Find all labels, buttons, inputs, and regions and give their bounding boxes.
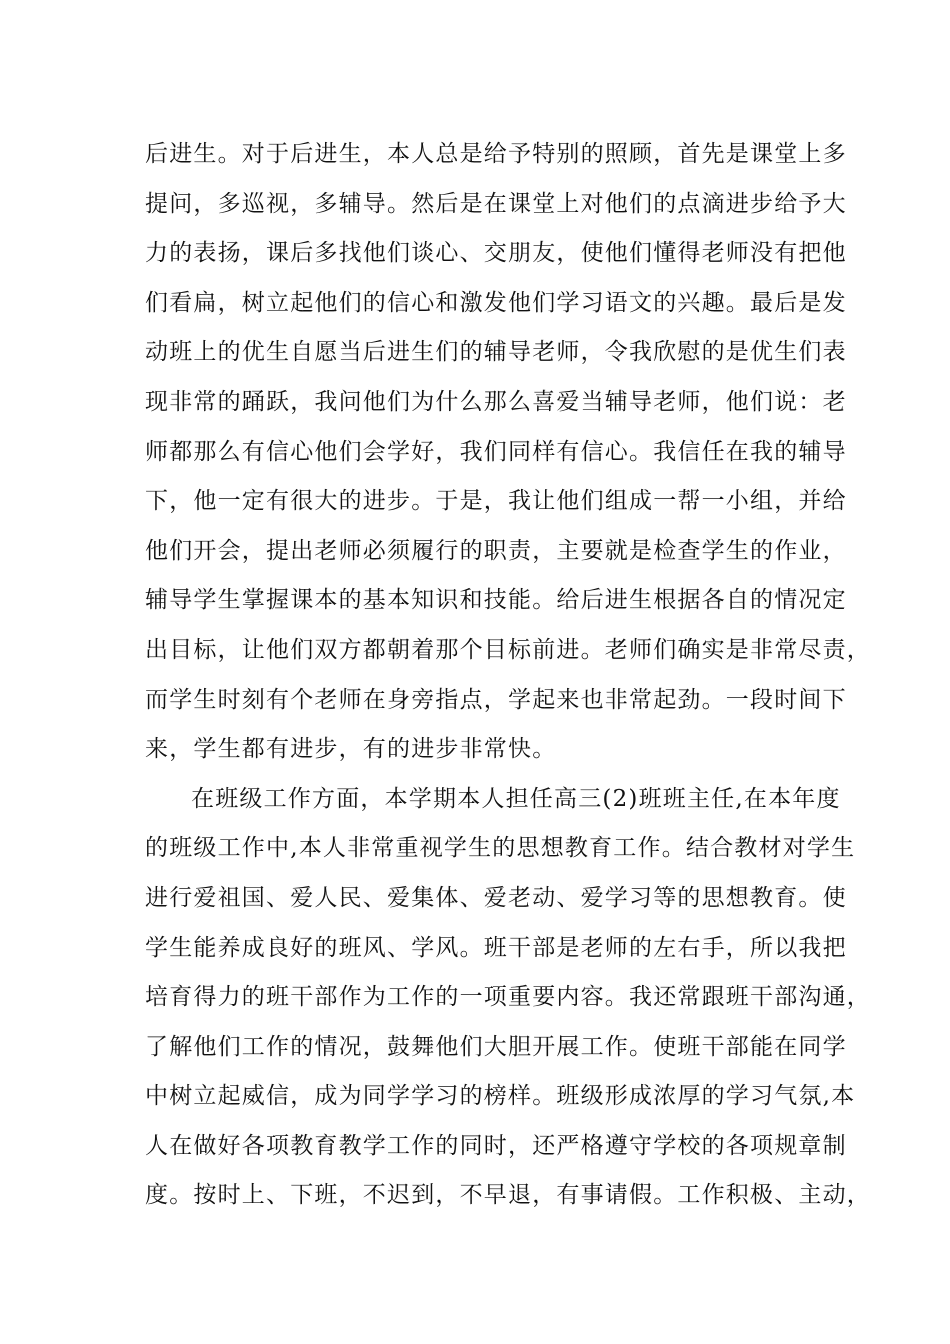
text-line: 培育得力的班干部作为工作的一项重要内容。我还常跟班干部沟通， <box>145 984 871 1011</box>
text-line: 而学生时刻有个老师在身旁指点，学起来也非常起劲。一段时间下 <box>145 686 847 713</box>
text-line: 师都那么有信心他们会学好，我们同样有信心。我信任在我的辅导 <box>145 438 847 465</box>
text-line: 现非常的踊跃，我问他们为什么那么喜爱当辅导老师，他们说：老 <box>145 388 847 415</box>
text-line: 下，他一定有很大的进步。于是，我让他们组成一帮一小组，并给 <box>145 488 847 515</box>
text-line: 出目标，让他们双方都朝着那个目标前进。老师们确实是非常尽责， <box>145 636 871 663</box>
text-line: 学生能养成良好的班风、学风。班干部是老师的左右手，所以我把 <box>145 934 847 961</box>
body-text <box>145 130 871 1221</box>
text-line: 后进生。对于后进生，本人总是给予特别的照顾，首先是课堂上多 <box>145 141 847 167</box>
text-line: 的班级工作中,本人非常重视学生的思想教育工作。结合教材对学生 <box>145 835 856 862</box>
text-line: 他们开会，提出老师必须履行的职责，主要就是检查学生的作业， <box>145 537 847 564</box>
text-line: 中树立起威信，成为同学学习的榜样。班级形成浓厚的学习气氛,本 <box>145 1083 856 1110</box>
paragraph-first-line: 在班级工作方面，本学期本人担任高三(2)班班主任,在本年度 <box>191 785 841 812</box>
text-line: 辅导学生掌握课本的基本知识和技能。给后进生根据各自的情况定 <box>145 587 847 614</box>
text-line: 力的表扬，课后多找他们谈心、交朋友，使他们懂得老师没有把他 <box>145 240 847 267</box>
text-line: 来，学生都有进步，有的进步非常快。 <box>145 736 557 763</box>
text-line: 了解他们工作的情况，鼓舞他们大胆开展工作。使班干部能在同学 <box>145 1033 847 1060</box>
text-line: 动班上的优生自愿当后进生们的辅导老师，令我欣慰的是优生们表 <box>145 339 847 366</box>
text-line: 提问，多巡视，多辅导。然后是在课堂上对他们的点滴进步给予大 <box>145 190 847 217</box>
text-line: 度。按时上、下班，不迟到，不早退，有事请假。工作积极、主动， <box>145 1182 871 1209</box>
text-line: 们看扁，树立起他们的信心和激发他们学习语文的兴趣。最后是发 <box>145 289 847 316</box>
text-line: 人在做好各项教育教学工作的同时，还严格遵守学校的各项规章制 <box>145 1132 847 1159</box>
text-line: 进行爱祖国、爱人民、爱集体、爱老动、爱学习等的思想教育。使 <box>145 884 847 911</box>
